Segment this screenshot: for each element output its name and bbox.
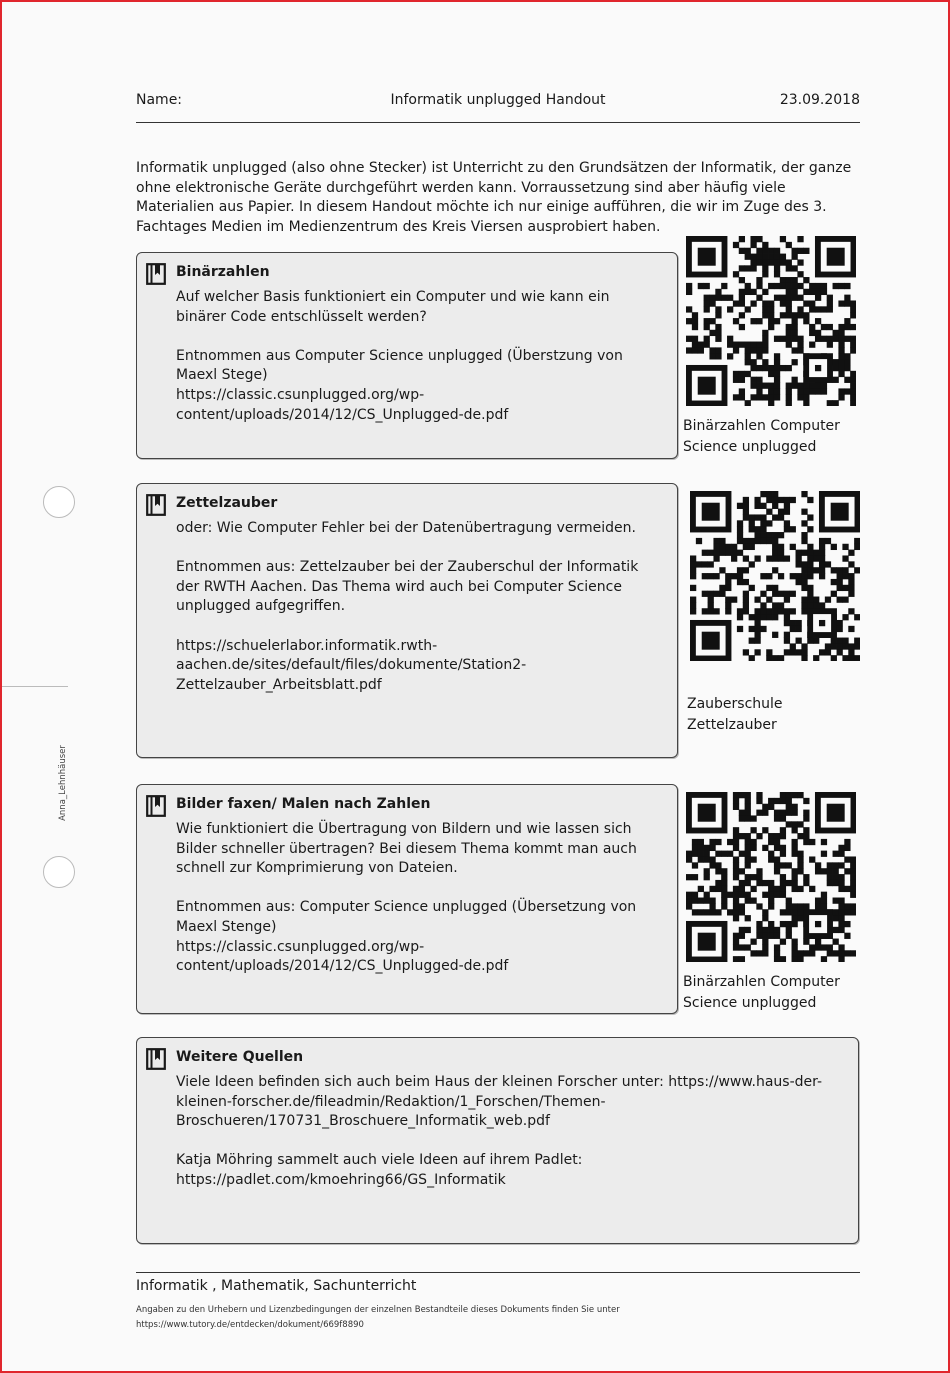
info-box-zettelzauber — [136, 483, 678, 758]
qr-code-icon — [686, 792, 856, 962]
qr-caption: Binärzahlen Computer Science unplugged — [683, 418, 840, 455]
footer-subjects: Informatik , Mathematik, Sachunterricht — [136, 1278, 417, 1294]
box-body: Viele Ideen befinden sich auch beim Haus der kleinen Forscher unter: https://www.haus-der-kleinen-forscher.de/fileadmin/Redaktion/1_Forschen/Themen-Broschueren/170731_Broschuere_Informatik_web.pdf Katja Möhring sammelt auch viele Ideen auf ihrem Padlet: https://padlet.com/kmoehring66/GS_Informatik — [176, 1074, 823, 1188]
box-title: Zettelzauber — [176, 495, 278, 511]
legal-link: https://www.tutory.de/entdecken/dokument/669f8890 — [136, 1320, 364, 1330]
box-title: Weitere Quellen — [176, 1049, 304, 1065]
box-title: Bilder faxen/ Malen nach Zahlen — [176, 796, 431, 812]
author-credit: Anna_Lehnhäuser — [58, 745, 68, 821]
footer-legal — [136, 1303, 620, 1333]
box-title: Binärzahlen — [176, 264, 270, 280]
document-header — [136, 92, 860, 123]
punch-hole — [43, 486, 75, 518]
intro-paragraph: Informatik unplugged (also ohne Stecker) ist Unterricht zu den Grundsätzen der Informatik, der ganze ohne elektronische Geräte durchgeführt werden kann. Vorraussetzung sind aber häufig viele Materialien aus Papier. In diesem Handout möchte ich nur einige aufführen, die wir im Zuge des 3. Fachtages Medien im Medienzentrum des Kreis Viersen ausprobiert haben. — [136, 160, 852, 235]
bookmark-book-icon — [146, 795, 166, 817]
qr-caption: Zauberschule Zettelzauber — [687, 696, 783, 733]
footer-divider — [136, 1272, 860, 1273]
legal-text: Angaben zu den Urhebern und Lizenzbedingungen der einzelnen Bestandteile dieses Dokuments finden Sie unter — [136, 1305, 620, 1315]
bookmark-book-icon — [146, 1048, 166, 1070]
box-body: Auf welcher Basis funktioniert ein Computer und wie kann ein binärer Code entschlüsselt werden? Entnommen aus Computer Science unplugged (Überstzung von Maexl Stege) https://classic.csunplugged.org/wp-content/uploads/2014/12/CS_Unplugged-de.pdf — [176, 289, 623, 423]
document-date: 23.09.2018 — [779, 92, 860, 108]
punch-hole — [43, 856, 75, 888]
fold-mark — [2, 686, 68, 687]
info-box-weitere-quellen — [136, 1037, 859, 1244]
box-body: Wie funktioniert die Übertragung von Bildern und wie lassen sich Bilder schneller übertragen? Bei diesem Thema kommt man auch schnell zur Komprimierung von Dateien. Entnommen aus: Computer Science unplugged (Übersetzung von Maexl Stenge) https://classic.csunplugged.org/wp-content/uploads/2014/12/CS_Unplugged-de.pdf — [176, 821, 637, 975]
document-title: Informatik unplugged Handout — [390, 92, 606, 108]
info-box-binaerzahlen — [136, 252, 678, 459]
box-body: oder: Wie Computer Fehler bei der Datenübertragung vermeiden. Entnommen aus: Zettelzauber bei der Zauberschul der Informatik der RWTH Aachen. Das Thema wird auch bei Computer Science unplugged aufgegriffen. https://schuelerlabor.informatik.rwth-aachen.de/sites/default/files/dokumente/Station2-Zettelzauber_Arbeitsblatt.pdf — [176, 520, 639, 693]
info-box-bilder-faxen — [136, 784, 678, 1014]
bookmark-book-icon — [146, 494, 166, 516]
qr-code-icon — [690, 491, 860, 661]
name-label: Name: — [136, 92, 183, 108]
qr-caption: Binärzahlen Computer Science unplugged — [683, 974, 840, 1011]
bookmark-book-icon — [146, 263, 166, 285]
qr-code-icon — [686, 236, 856, 406]
